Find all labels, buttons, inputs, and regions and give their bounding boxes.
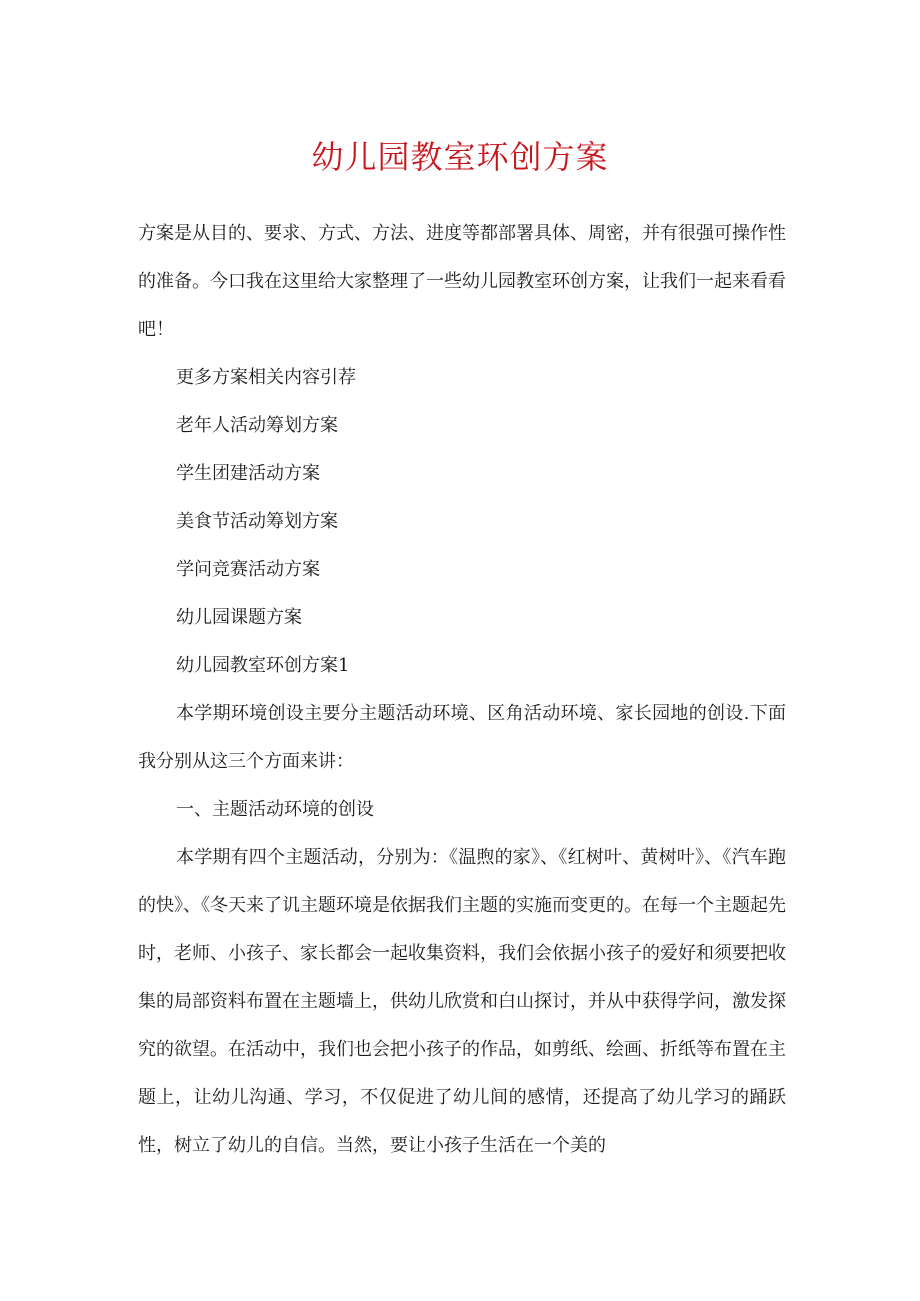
body-paragraph: 本学期环境创设主要分主题活动环境、区角活动环境、家长园地的创设.下面我分别从这三个方面来讲： bbox=[138, 703, 786, 772]
intro-paragraph: 方案是从目的、要求、方式、方法、进度等都部署具体、周密，并有很强可操作性的准备。今口我在这里给大家整理了一些幼儿园教室环创方案，让我们一起来看看吧！ bbox=[138, 223, 786, 340]
document-body bbox=[138, 210, 786, 1170]
body-paragraph: 本学期有四个主题活动，分别为：《温煦的家》、《红树叶、黄树叶》、《汽车跑的快》、《冬天来了讥主题环境是依据我们主题的实施而变更的。在每一个主题起先时，老师、小孩子、家长都会一起收集资料，我们会依据小孩子的爱好和须要把收集的局部资料布置在主题墙上，供幼儿欣赏和白山探讨，并从中获得学问，激发探究的欲望。在活动中，我们也会把小孩子的作品，如剪纸、绘画、折纸等布置在主题上，让幼儿沟通、学习，不仅促进了幼儿间的感情，还提高了幼儿学习的踊跃性，树立了幼儿的自信。当然，要让小孩子生活在一个美的 bbox=[138, 847, 786, 1156]
related-item: 幼儿园课题方案 bbox=[176, 607, 302, 628]
related-item: 学生团建活动方案 bbox=[176, 463, 320, 484]
related-item: 学问竞赛活动方案 bbox=[176, 559, 320, 580]
subsection-heading: 一、主题活动环境的创设 bbox=[176, 799, 374, 820]
related-item: 美食节活动筹划方案 bbox=[176, 511, 338, 532]
document-title: 幼儿园教室环创方案 bbox=[311, 138, 609, 176]
related-heading: 更多方案相关内容引荐 bbox=[176, 367, 356, 388]
section-title: 幼儿园教室环创方案1 bbox=[176, 655, 350, 676]
related-item: 老年人活动筹划方案 bbox=[176, 415, 338, 436]
